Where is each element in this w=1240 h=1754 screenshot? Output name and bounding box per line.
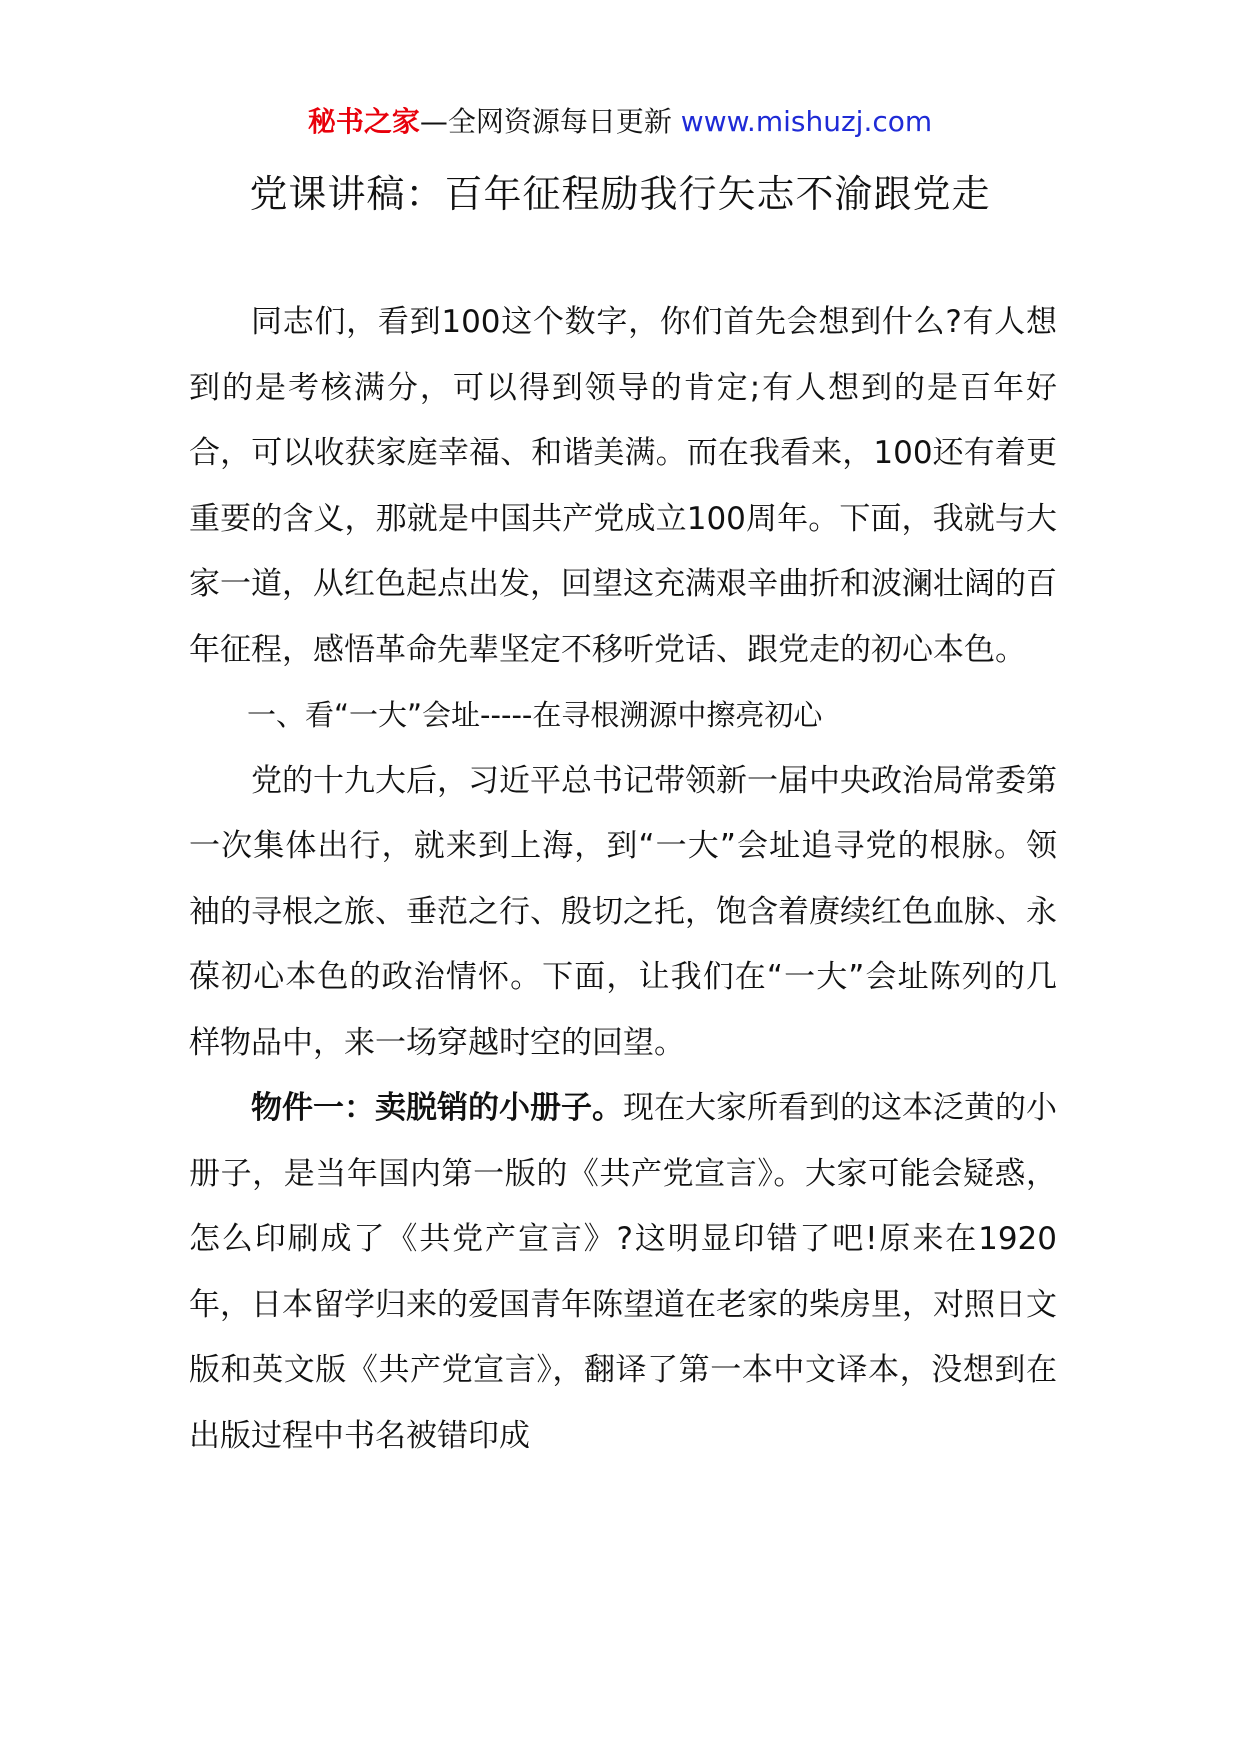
item-1-text: 现在大家所看到的这本泛黄的小册子，是当年国内第一版的《共产党宣言》。大家可能会疑惑，怎么印刷成了《共党产宣言》?这明显印错了吧!原来在1920年，日本留学归来的爱国青年陈望道在老家的柴房里，对照日文版和英文版《共产党宣言》，翻译了第一本中文译本，没想到在出版过程中书名被错印成 — [189, 1090, 1057, 1454]
document-body — [189, 290, 1057, 1469]
paragraph-section-1: 党的十九大后，习近平总书记带领新一届中央政治局常委第一次集体出行，就来到上海，到“一大”会址追寻党的根脉。领袖的寻根之旅、垂范之行、殷切之托，饱含着赓续红色血脉、永葆初心本色的政治情怀。下面，让我们在“一大”会址陈列的几样物品中，来一场穿越时空的回望。 — [189, 762, 1057, 1061]
document-title: 党课讲稿：百年征程励我行矢志不渝跟党走 — [249, 172, 991, 216]
paragraph-intro: 同志们，看到100这个数字，你们首先会想到什么?有人想到的是考核满分，可以得到领导的肯定;有人想到的是百年好合，可以收获家庭幸福、和谐美满。而在我看来，100还有着更重要的含义，那就是中国共产党成立100周年。下面，我就与大家一道，从红色起点出发，回望这充满艰辛曲折和波澜壮阔的百年征程，感悟革命先辈坚定不移听党话、跟党走的初心本色。 — [189, 304, 1057, 668]
section-heading-1: 一、看“一大”会址-----在寻根溯源中擦亮初心 — [247, 698, 823, 732]
site-header — [0, 102, 1240, 142]
brand-name: 秘书之家 — [307, 105, 420, 138]
item-1-lead: 物件一：卖脱销的小册子。 — [251, 1090, 623, 1126]
site-url-link[interactable]: www.mishuzj.com — [680, 105, 933, 138]
header-tagline: —全网资源每日更新 — [419, 105, 672, 138]
paragraph-item-1 — [189, 1076, 1057, 1469]
